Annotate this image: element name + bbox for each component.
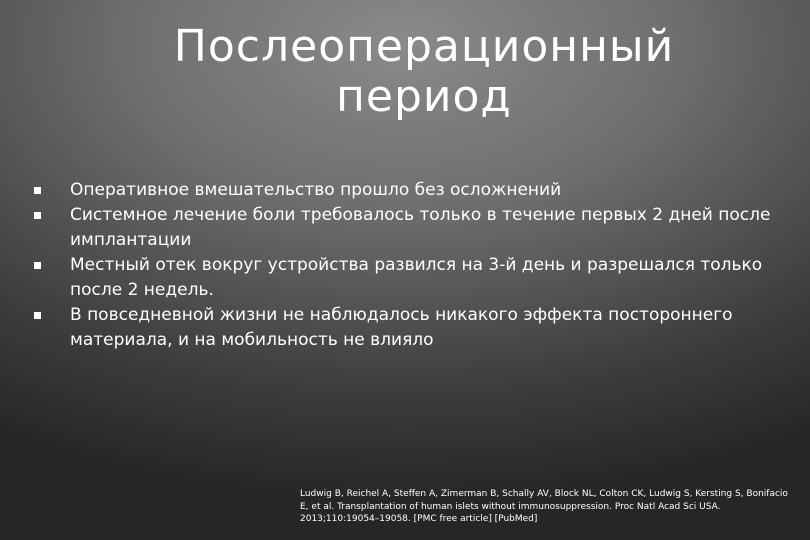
bullet-text: В повседневной жизни не наблюдалось никакого эффекта постороннего материала, и на мобильность не влияло xyxy=(70,305,733,350)
slide-title: Послеоперационный период xyxy=(173,21,675,122)
square-bullet-icon xyxy=(34,312,41,319)
square-bullet-icon xyxy=(34,262,41,269)
bullet-item xyxy=(18,178,778,203)
square-bullet-icon xyxy=(34,212,41,219)
bullet-item xyxy=(18,253,778,303)
bullet-text: Местный отек вокруг устройства развился на 3-й день и разрешался только после 2 недель. xyxy=(70,255,763,300)
square-bullet-icon xyxy=(34,187,41,194)
bullet-text: Системное лечение боли требовалось только в течение первых 2 дней после имплантации xyxy=(70,205,771,250)
bullet-item xyxy=(18,303,778,353)
reference-citation: Ludwig B, Reichel A, Steffen A, Zimerman B, Schally AV, Block NL, Colton CK, Ludwig S, Kersting S, Bonifacio E, et al. Transplantation of human islets without immunosuppression. Proc Natl Acad Sci USA. 2013;110:19054–19058. [PMC free article] [PubMed] xyxy=(300,489,788,524)
bullet-item xyxy=(18,203,778,253)
bullet-list xyxy=(18,178,778,353)
bullet-text: Оперативное вмешательство прошло без осложнений xyxy=(70,180,562,200)
